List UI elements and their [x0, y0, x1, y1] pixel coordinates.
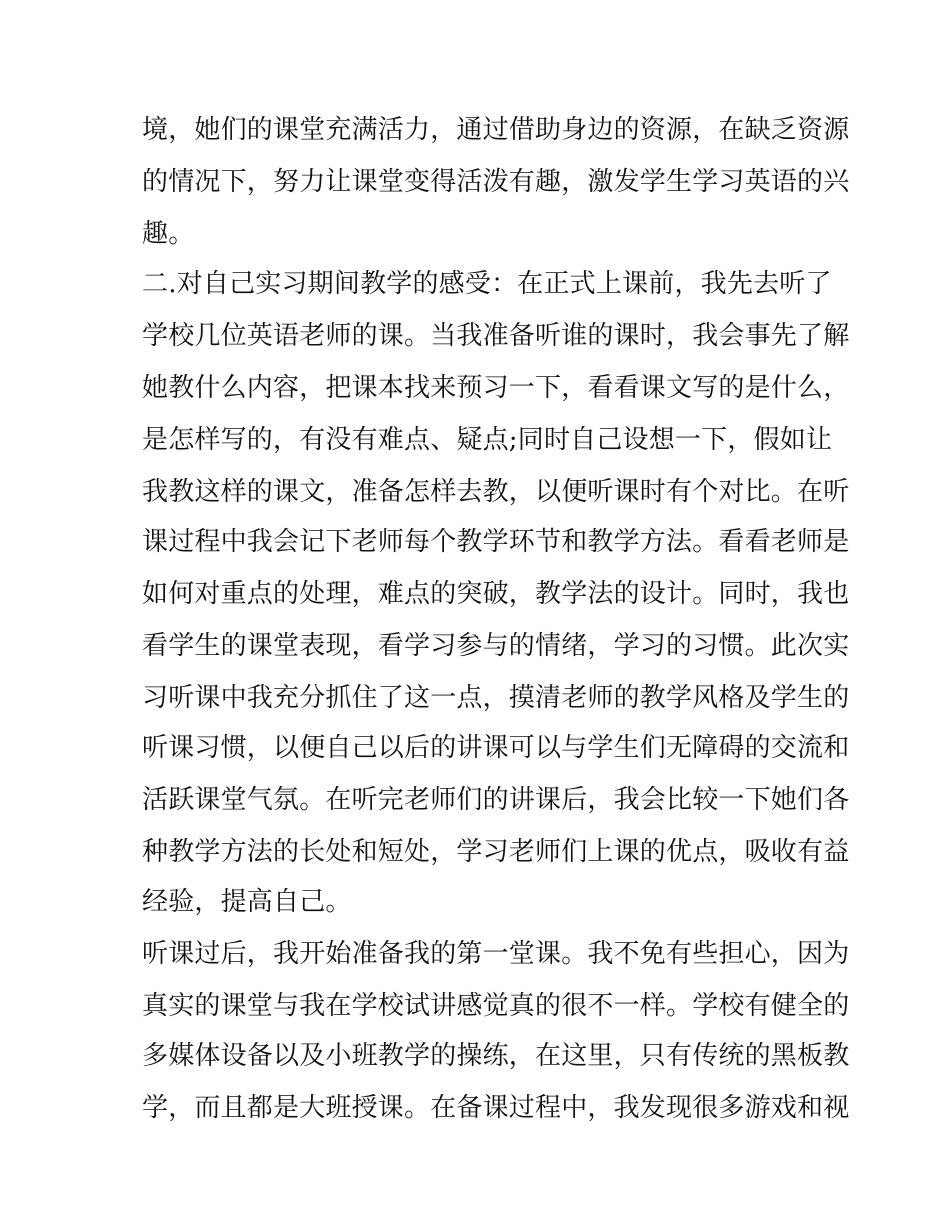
text-line: 她教什么内容，把课本找来预习一下，看看课文写的是什么，: [142, 373, 850, 403]
text-line: 的情况下，努力让课堂变得活泼有趣，激发学生学习英语的兴: [142, 167, 850, 197]
text-line: 听课习惯，以便自己以后的讲课可以与学生们无障碍的交流和: [142, 733, 850, 763]
text-line: 我教这样的课文，准备怎样去教，以便听课时有个对比。在听: [142, 477, 850, 507]
text-line: 习听课中我充分抓住了这一点，摸清老师的教学风格及学生的: [142, 683, 850, 713]
text-line: 趣。: [142, 219, 195, 249]
text-line: 听课过后，我开始准备我的第一堂课。我不免有些担心，因为: [142, 939, 850, 969]
text-line: 如何对重点的处理，难点的突破，教学法的设计。同时，我也: [142, 579, 850, 609]
text-line: 二.对自己实习期间教学的感受：在正式上课前，我先去听了: [142, 269, 832, 299]
text-line: 学，而且都是大班授课。在备课过程中，我发现很多游戏和视: [142, 1093, 850, 1123]
text-line: 看学生的课堂表现，看学习参与的情绪，学习的习惯。此次实: [142, 631, 850, 661]
text-line: 境，她们的课堂充满活力，通过借助身边的资源，在缺乏资源: [142, 115, 850, 145]
text-line: 课过程中我会记下老师每个教学环节和教学方法。看看老师是: [142, 527, 850, 557]
text-line: 种教学方法的长处和短处，学习老师们上课的优点，吸收有益: [142, 837, 850, 867]
text-line: 真实的课堂与我在学校试讲感觉真的很不一样。学校有健全的: [142, 991, 850, 1021]
text-line: 多媒体设备以及小班教学的操练，在这里，只有传统的黑板教: [142, 1041, 850, 1071]
text-line: 是怎样写的，有没有难点、疑点;同时自己设想一下，假如让: [142, 425, 833, 455]
text-line: 经验，提高自己。: [142, 887, 352, 917]
text-line: 学校几位英语老师的课。当我准备听谁的课时，我会事先了解: [142, 321, 850, 351]
text-line: 活跃课堂气氛。在听完老师们的讲课后，我会比较一下她们各: [142, 785, 850, 815]
